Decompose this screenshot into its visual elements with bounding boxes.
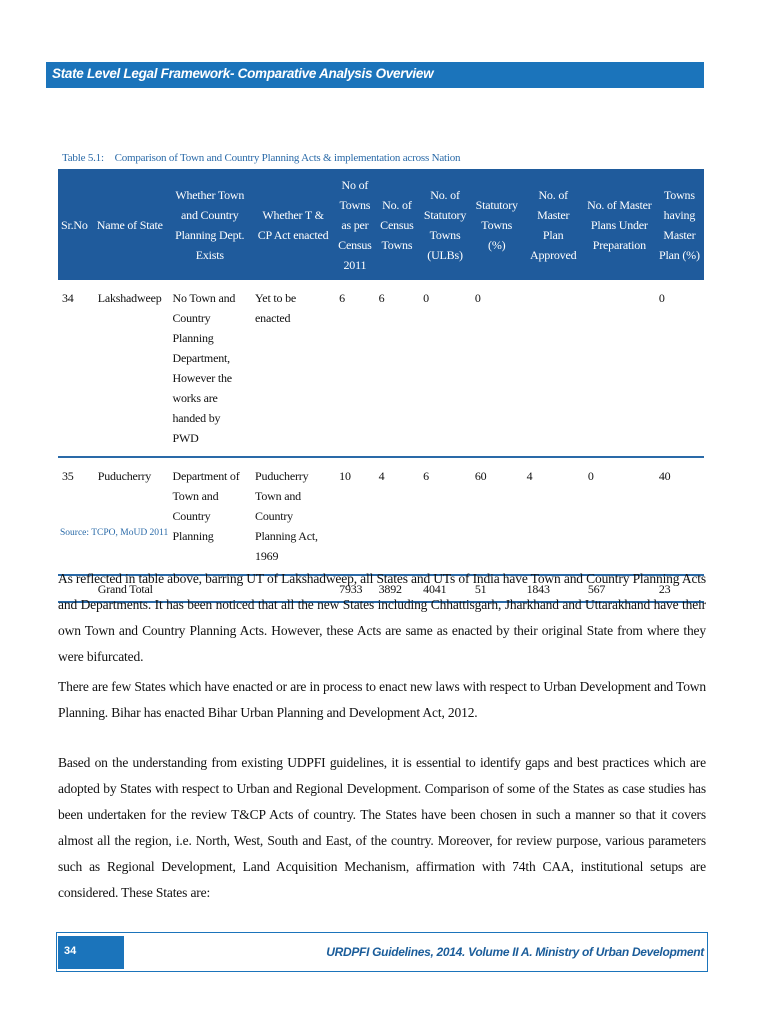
- header-tcp-act-enacted: Whether T & CP Act enacted: [251, 169, 335, 280]
- table-cell: Lakshadweep: [94, 280, 169, 457]
- table-cell: 6: [335, 280, 374, 457]
- table-cell: No Town and Country Planning Department, However the works are handed by PWD: [168, 280, 251, 457]
- table-cell: 34: [58, 280, 94, 457]
- table-cell: Puducherry Town and Country Planning Act, 1969: [251, 457, 335, 575]
- table-cell: 6: [419, 457, 471, 575]
- table-cell: 4: [523, 457, 584, 575]
- body-paragraph: As reflected in table above, barring UT of Lakshadweep, all States and UTs of India have Town and Country Planning Acts and Departments. It has been noticed that all the new States including Chhattisgarh, Jharkhand and Uttarakhand have their own Town and Country Planning Acts. However, these Acts are same as enacted by their original State from where they were bifurcated.: [58, 571, 706, 664]
- header-statutory-towns: No. of Statutory Towns (ULBs): [419, 169, 471, 280]
- table-cell: 0: [655, 280, 704, 457]
- header-bar: [46, 62, 704, 88]
- total-cell: 567: [584, 575, 655, 602]
- footer-text: URDPFI Guidelines, 2014. Volume II A. Ministry of Urban Development: [326, 945, 704, 959]
- table-row: [58, 457, 704, 575]
- total-cell: 1843: [523, 575, 584, 602]
- table-cell: 0: [471, 280, 523, 457]
- table-cell: Puducherry: [94, 457, 169, 575]
- table-cell: Department of Town and Country Planning: [168, 457, 251, 575]
- table-source: Source: TCPO, MoUD 2011: [60, 528, 169, 538]
- body-paragraph: Based on the understanding from existing UDPFI guidelines, it is essential to identify gaps and best practices which are adopted by States with respect to Urban and Regional Development. Comparison of some of the States as case studies has been undertaken for the review T&CP Acts of country. The States have been chosen in such a manner so that it covers almost all the region, i.e. North, West, South and East, of the country. Moreover, for review purpose, various parameters such as Regional Development, Land Acquisition Mechanism, affirmation with 74th CAA, institutional setups are considered. These States are:: [58, 755, 706, 900]
- total-cell: 23: [655, 575, 704, 602]
- table-cell: 6: [375, 280, 420, 457]
- table-cell: 40: [655, 457, 704, 575]
- table-header-row: [58, 169, 704, 280]
- table-cell: [523, 280, 584, 457]
- header-statutory-towns-pct: Statutory Towns (%): [471, 169, 523, 280]
- header-title: State Level Legal Framework- Comparative Analysis Overview: [52, 66, 434, 81]
- header-name-of-state: Name of State: [94, 169, 169, 280]
- table-row: [58, 280, 704, 457]
- table-cell: Yet to be enacted: [251, 280, 335, 457]
- table-cell: 35: [58, 457, 94, 575]
- table-cell: [584, 280, 655, 457]
- page-number: 34: [64, 945, 77, 957]
- header-sr-no: Sr.No: [58, 169, 94, 280]
- table-cell: 10: [335, 457, 374, 575]
- total-cell: 3892: [375, 575, 420, 602]
- total-cell: 7933: [335, 575, 374, 602]
- header-master-plan-approved: No. of Master Plan Approved: [523, 169, 584, 280]
- table-caption-number: Table 5.1:: [62, 152, 104, 164]
- header-towns-master-plan-pct: Towns having Master Plan (%): [655, 169, 704, 280]
- header-towns-census-2011: No of Towns as per Census 2011: [335, 169, 374, 280]
- grand-total-label: Grand Total: [94, 575, 335, 602]
- body-paragraph: There are few States which have enacted or are in process to enact new laws with respect to Urban Development and Town Planning. Bihar has enacted Bihar Urban Planning and Development Act, 2012.: [58, 679, 706, 720]
- table-caption-text: Comparison of Town and Country Planning Acts & implementation across Nation: [114, 152, 461, 164]
- table-cell: 0: [419, 280, 471, 457]
- table-cell: 4: [375, 457, 420, 575]
- total-cell: 51: [471, 575, 523, 602]
- total-cell: 4041: [419, 575, 471, 602]
- header-census-towns: No. of Census Towns: [375, 169, 420, 280]
- table-cell: 60: [471, 457, 523, 575]
- header-tcp-dept-exists: Whether Town and Country Planning Dept. Exists: [168, 169, 251, 280]
- header-master-plans-preparation: No. of Master Plans Under Preparation: [584, 169, 655, 280]
- table-caption: [62, 152, 460, 164]
- table-cell: 0: [584, 457, 655, 575]
- footer-page-number-box: [58, 936, 124, 969]
